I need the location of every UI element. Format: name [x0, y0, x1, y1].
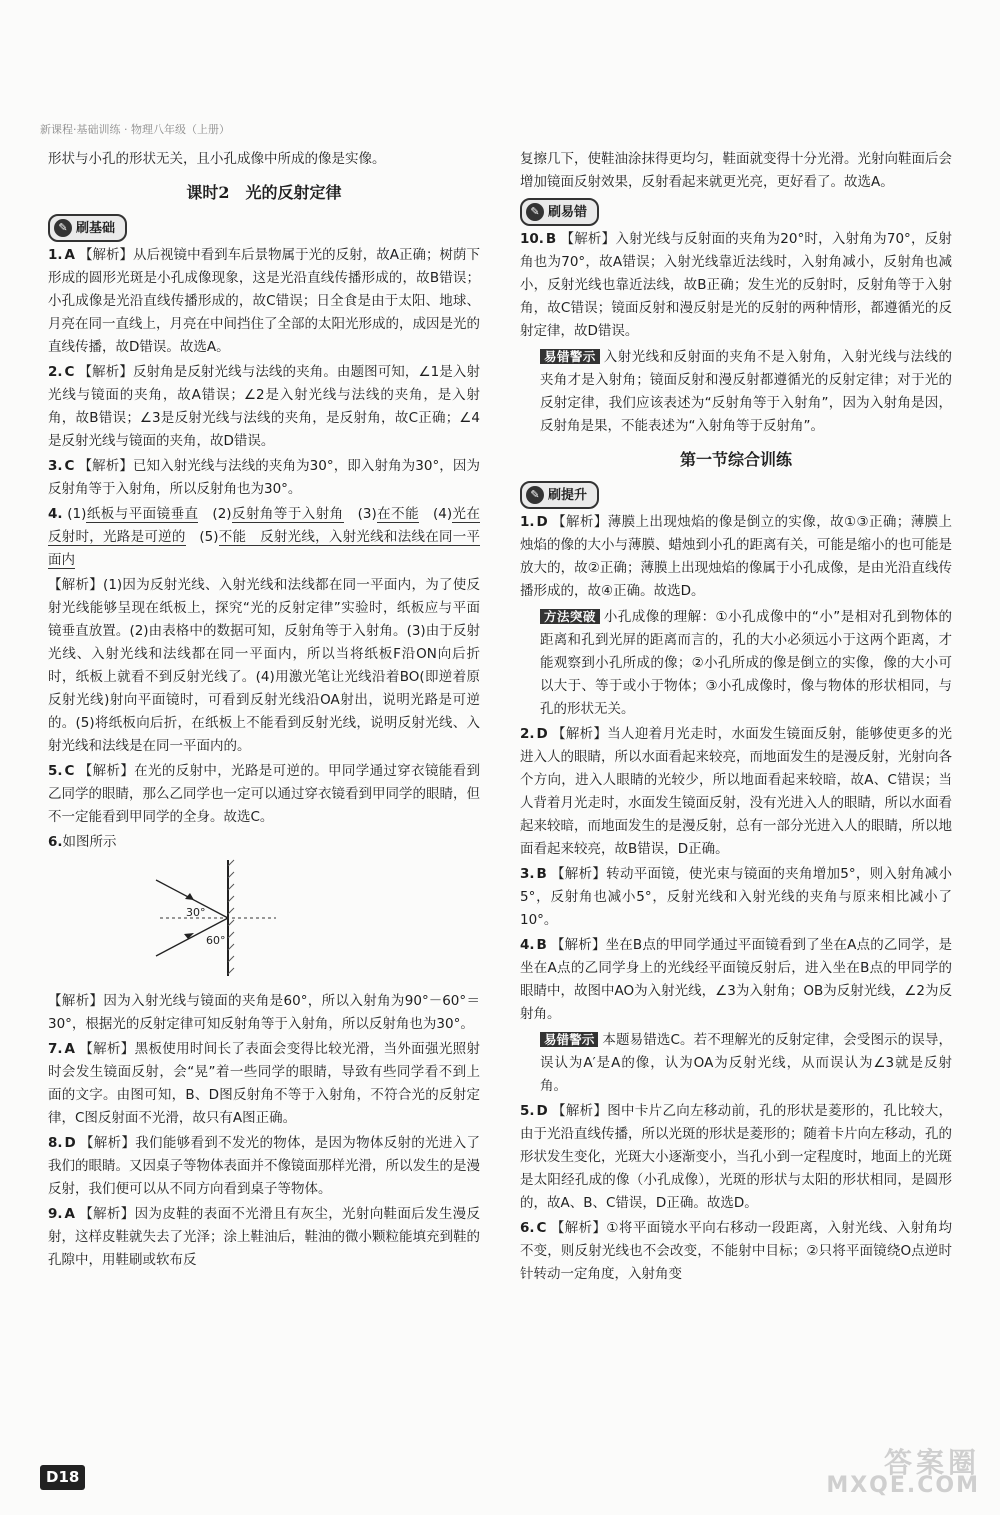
section-title: 第一节综合训练: [679, 450, 792, 469]
item-answer: A: [64, 1206, 75, 1222]
item-text: 【解析】我们能够看到不发光的物体，是因为物体反射的光进入了我们的眼睛。又因桌子等物体表面并不像镜面那样光滑，所以发生的是漫反射，我们便可以从不同方向看到桌子等物体。: [48, 1135, 480, 1197]
answer-item: [48, 455, 480, 501]
answer-item-4: [48, 503, 480, 572]
reflection-figure: [148, 858, 480, 986]
badge-basic-label: 刷基础: [76, 220, 116, 236]
item-answer: D: [536, 726, 548, 742]
item-number: 3.: [520, 866, 535, 882]
item-answer: A: [64, 1041, 75, 1057]
angle-label-60: 60°: [206, 934, 226, 947]
item-number: 6.: [520, 1220, 535, 1236]
tip-label: 方法突破: [540, 609, 600, 624]
watermark-top: 答案圈: [883, 1446, 980, 1479]
answer-item: [520, 934, 952, 1026]
pen-icon: ✎: [526, 203, 544, 221]
answer-item: [48, 1132, 480, 1201]
tip-label: 易错警示: [540, 349, 600, 364]
item-number: 10.: [520, 231, 544, 247]
badge-error: [520, 198, 599, 226]
item-number: 5.: [48, 763, 63, 779]
tip-box: [520, 605, 952, 721]
running-header: 新课程·基础训练 · 物理八年级（上册）: [40, 123, 230, 136]
item-answer: B: [536, 866, 547, 882]
item-text: 【解析】因为皮鞋的表面不光滑且有灰尘，光射向鞋面后发生漫反射，这样皮鞋就失去了光泽；涂上鞋油后，鞋油的微小颗粒能填充到鞋的孔隙中，用鞋刷或软布反: [48, 1206, 480, 1268]
item-answer: B: [545, 231, 557, 247]
item-number: 6.: [48, 834, 63, 850]
item-text: 【解析】当人迎着月光走时，水面发生镜面反射，能够使更多的光进入人的眼睛，所以水面看起来较亮，而地面发生的是漫反射，光射向各个方向，进入人眼睛的光较少，所以地面看起来较暗，故A、C错误；当人背着月光走时，水面发生镜面反射，没有光进入人的眼睛，所以水面看起来较暗，而地面发生的是漫反射，总有一部分光进入人的眼睛，所以地面看起来较亮，故B错误，D正确。: [520, 726, 952, 857]
item-text: 【解析】图中卡片乙向左移动前，孔的形状是菱形的，孔比较大，由于光沿直线传播，所以光斑的形状是菱形的；随着卡片向左移动，孔的形状发生变化，光斑大小逐渐变小，当孔小到一定程度时，地面上的光斑是太阳经孔成的像（小孔成像），光斑的形状与太阳的形状相同，是圆形的，故A、B、C错误，D正确。故选D。: [520, 1103, 952, 1211]
item-number: 7.: [48, 1041, 63, 1057]
blank-index: (3): [343, 506, 377, 522]
blank-answer: 在不能: [376, 506, 420, 522]
answer-item: [48, 1038, 480, 1130]
answer-item: [48, 831, 480, 854]
item-answer: C: [64, 458, 75, 474]
pen-icon: ✎: [526, 486, 544, 504]
left-column: [48, 148, 480, 1274]
item-number: 4.: [520, 937, 535, 953]
blank-index: (1): [67, 506, 87, 522]
answer-item: [48, 244, 480, 359]
item-answer: C: [536, 1220, 547, 1236]
answer-item: [520, 1217, 952, 1286]
tip-box: [520, 345, 952, 438]
intro-text: 形状与小孔的形状无关，且小孔成像中所成的像是实像。: [48, 151, 386, 167]
answer-item: [520, 228, 952, 343]
item-text: 【解析】黑板使用时间长了表面会变得比较光滑，当外面强光照射时会发生镜面反射，会“晃”着一些同学的眼睛，导致有些同学看不到上面的文字。由图可知，B、D图反射角不等于入射角，不符合光的反射定律，C图反射面不光滑，故只有A图正确。: [48, 1041, 480, 1126]
blank-index: (5): [185, 529, 219, 545]
item-number: 1.: [48, 247, 63, 263]
answer-item: [520, 1100, 952, 1215]
item-text: 【解析】转动平面镜，使光束与镜面的夹角增加5°，则入射角减小5°，反射角也减小5°，反射光线和入射光线的夹角与原来相比减小了10°。: [520, 866, 952, 928]
answer-item: [48, 361, 480, 453]
item-answer: D: [64, 1135, 76, 1151]
tip-text: 小孔成像的理解：①小孔成像中的“小”是相对孔到物体的距离和孔到光屏的距离而言的，孔的大小必须远小于这两个距离，才能观察到小孔所成的像；②小孔所成的像是倒立的实像，像的大小可以大于、等于或小于物体；③小孔成像时，像与物体的形状相同，与孔的形状无关。: [540, 609, 952, 717]
item-number: 3.: [48, 458, 63, 474]
answer-item: [520, 511, 952, 603]
item-text: 【解析】薄膜上出现烛焰的像是倒立的实像，故①③正确；薄膜上烛焰的像的大小与薄膜、蜡烛到小孔的距离有关，可能是缩小的也可能是放大的，故②正确；薄膜上出现烛焰的像属于小孔成像，是由光沿直线传播形成的，故④正确。故选D。: [520, 514, 952, 599]
item-number: 2.: [48, 364, 63, 380]
blank-index: (2): [198, 506, 232, 522]
item-answer: C: [64, 364, 75, 380]
badge-up-label: 刷提升: [548, 487, 588, 503]
answer-item: [520, 723, 952, 861]
item-number: 4.: [48, 506, 63, 522]
item-text: 【解析】已知入射光线与法线的夹角为30°，即入射角为30°，因为反射角等于入射角，所以反射角也为30°。: [48, 458, 480, 497]
item-answer: A: [64, 247, 75, 263]
item-answer: D: [536, 514, 548, 530]
right-column: [520, 148, 952, 1288]
item-text: 【解析】反射角是反射光线与法线的夹角。由题图可知，∠1是入射光线与镜面的夹角，故A错误；∠2是入射光线与法线的夹角，是入射角，故B错误；∠3是反射光线与法线的夹角，是反射角，故C正确；∠4是反射光线与镜面的夹角，故D错误。: [48, 364, 480, 449]
watermark-logo: [826, 1446, 980, 1498]
item-text: 【解析】在光的反射中，光路是可逆的。甲同学通过穿衣镜能看到乙同学的眼睛，那么乙同学也一定可以通过穿衣镜看到甲同学的眼睛，但不一定能看到甲同学的全身。故选C。: [48, 763, 480, 825]
item6-analysis: 【解析】因为入射光线与镜面的夹角是60°，所以入射角为90°－60°＝30°，根据光的反射定律可知反射角等于入射角，所以反射角也为30°。: [48, 993, 480, 1032]
item4-analysis: 【解析】(1)因为反射光线、入射光线和法线都在同一平面内，为了使反射光线能够呈现在纸板上，探究“光的反射定律”实验时，纸板应与平面镜垂直放置。(2)由表格中的数据可知，反射角等于入射角。(3)由于反射光线、入射光线和法线都在同一平面内，所以当将纸板F沿ON向后折时，纸板上就看不到反射光线了。(4)用激光笔让光线沿着BO(即逆着原反射光线)射向平面镜时，可看到反射光线沿OA射出，说明光路是可逆的。(5)将纸板向后折，在纸板上不能看到反射光线，说明反射光线、入射光线和法线是在同一平面内的。: [48, 577, 480, 754]
answer-item: [520, 863, 952, 932]
reflection-diagram: [148, 858, 288, 978]
blank-answer: 纸板与平面镜垂直: [86, 506, 199, 522]
continued-text: 复擦几下，使鞋油涂抹得更均匀，鞋面就变得十分光滑。光射向鞋面后会增加镜面反射效果，反射看起来就更光亮，更好看了。故选A。: [520, 151, 952, 190]
watermark-bottom: MXQE.COM: [826, 1473, 980, 1498]
item-text: 【解析】①将平面镜水平向右移动一段距离，入射光线、入射角均不变，则反射光线也不会改变，不能射中目标；②只将平面镜绕O点逆时针转动一定角度，入射角变: [520, 1220, 952, 1282]
item-text: 【解析】从后视镜中看到车后景物属于光的反射，故A正确；树荫下形成的圆形光斑是小孔成像现象，这是光沿直线传播形成的，故B错误；小孔成像是光沿直线传播形成的，故C错误；日全食是由于太阳、地球、月亮在同一直线上，月亮在中间挡住了全部的太阳光形成的，成因是光的直线传播，故D错误。故选A。: [48, 247, 480, 355]
blank-answer: 反射角等于入射角: [231, 506, 344, 522]
item-number: 2.: [520, 726, 535, 742]
item-text: 【解析】入射光线与反射面的夹角为20°时，入射角为70°，反射角也为70°，故A错误；入射光线靠近法线时，入射角减小，反射角也减小，反射光线也靠近法线，故B正确；发生光的反射时，反射角等于入射角，故C错误；镜面反射和漫反射是光的反射的两种情形，都遵循光的反射定律，故D错误。: [520, 231, 952, 339]
blank-answer: 不能 反射光线，入射光线和法线在同一平面内: [48, 529, 481, 568]
item-answer: C: [64, 763, 75, 779]
pen-icon: ✎: [54, 219, 72, 237]
item-number: 9.: [48, 1206, 63, 1222]
item-text: 如图所示: [62, 834, 117, 850]
item-answer: D: [536, 1103, 548, 1119]
tip-label: 易错警示: [540, 1032, 598, 1047]
blank-answer: 光在反射时，光路是可逆的: [48, 506, 481, 545]
item-number: 1.: [520, 514, 535, 530]
badge-basic: [48, 214, 127, 242]
item-answer: B: [536, 937, 547, 953]
item-number: 8.: [48, 1135, 63, 1151]
badge-error-label: 刷易错: [548, 204, 588, 220]
page-number: D18: [40, 1465, 85, 1490]
tip-text: 入射光线和反射面的夹角不是入射角，入射光线与法线的夹角才是入射角；镜面反射和漫反射都遵循光的反射定律；对于光的反射定律，我们应该表述为“反射角等于入射角”，因为入射角是因，反射角是果，不能表述为“入射角等于反射角”。: [540, 349, 952, 434]
badge-up: [520, 481, 599, 509]
answer-item: [48, 760, 480, 829]
answer-item: [48, 1203, 480, 1272]
angle-label-30: 30°: [186, 906, 206, 919]
item-text: 【解析】坐在B点的甲同学通过平面镜看到了坐在A点的乙同学，是坐在A点的乙同学身上的光线经平面镜反射后，进入坐在B点的甲同学的眼睛中，故图中AO为入射光线，∠3为入射角；OB为反射光线，∠2为反射角。: [520, 937, 952, 1022]
tip-box: [520, 1028, 952, 1098]
lesson-title: 课时2 光的反射定律: [186, 183, 342, 202]
item-number: 5.: [520, 1103, 535, 1119]
tip-text: 本题易错选C。若不理解光的反射定律，会受图示的误导，误认为A′是A的像，认为OA为反射光线，从而误认为∠3就是反射角。: [540, 1032, 952, 1094]
blank-index: (4): [419, 506, 453, 522]
